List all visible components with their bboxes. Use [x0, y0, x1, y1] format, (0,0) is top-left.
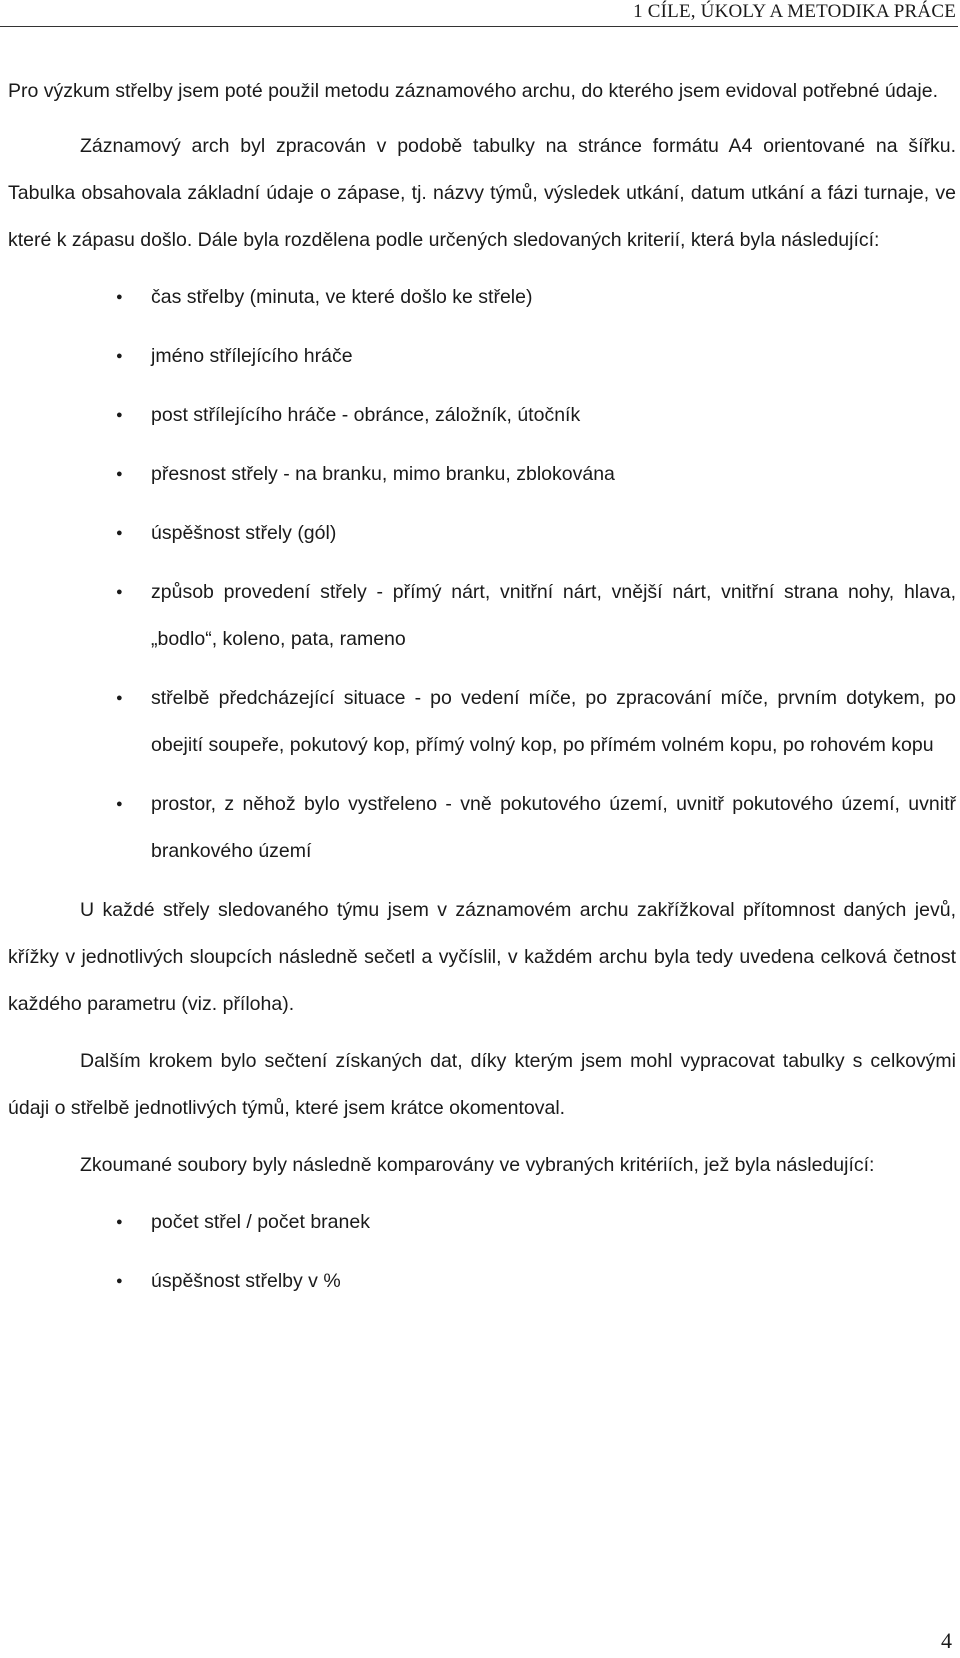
paragraph-comparison: Zkoumané soubory byly následně komparovány ve vybraných kritériích, jež byla následující:	[80, 1154, 875, 1176]
page-number: 4	[941, 1628, 952, 1653]
list-item: ● přesnost střely - na branku, mimo branku, zblokována	[8, 451, 956, 498]
list-item: ● úspěšnost střelby v %	[8, 1258, 956, 1305]
paragraph-record-sheet: Záznamový arch byl zpracován v podobě tabulky na stránce formátu A4 orientované na šířku. Tabulka obsahovala základní údaje o zápase, tj. názvy týmů, výsledek utkání, datum utkání a fázi turnaje, ve které k zápasu došlo. Dále byla rozdělena podle určených sledovaných kriterií, která byla následující:	[8, 135, 956, 251]
paragraph-intro: Pro výzkum střelby jsem poté použil metodu záznamového archu, do kterého jsem evidoval potřebné údaje.	[8, 80, 938, 102]
list-item: ● způsob provedení střely - přímý nárt, vnitřní nárt, vnější nárt, vnitřní strana nohy, hlava, „bodlo“, koleno, pata, rameno	[8, 569, 956, 663]
list-item: ● post střílejícího hráče - obránce, záložník, útočník	[8, 392, 956, 439]
paragraph-summation: Dalším krokem bylo sečtení získaných dat, díky kterým jsem mohl vypracovat tabulky s celkovými údaji o střelbě jednotlivých týmů, které jsem krátce okomentoval.	[8, 1050, 956, 1119]
list-item: ● čas střelby (minuta, ve které došlo ke střele)	[8, 274, 956, 321]
chapter-title: 1 CÍLE, ÚKOLY A METODIKA PRÁCE	[633, 1, 956, 22]
list-item: ● střelbě předcházející situace - po vedení míče, po zpracování míče, prvním dotykem, po obejití soupeře, pokutový kop, přímý volný kop, po přímém volném kopu, po rohovém kopu	[8, 675, 956, 769]
comparison-list	[8, 1199, 956, 1305]
list-item: ● prostor, z něhož bylo vystřeleno - vně pokutového území, uvnitř pokutového území, uvnitř brankového území	[8, 781, 956, 875]
document-body	[8, 68, 956, 1317]
list-item: ● jméno střílejícího hráče	[8, 333, 956, 380]
criteria-list	[8, 274, 956, 875]
page-header	[0, 0, 958, 27]
list-item: ● úspěšnost střely (gól)	[8, 510, 956, 557]
paragraph-marking: U každé střely sledovaného týmu jsem v záznamovém archu zakřížkoval přítomnost daných jevů, křížky v jednotlivých sloupcích následně sečetl a vyčíslil, v každém archu byla tedy uvedena celková četnost každého parametru (viz. příloha).	[8, 899, 956, 1015]
list-item: ● počet střel / počet branek	[8, 1199, 956, 1246]
